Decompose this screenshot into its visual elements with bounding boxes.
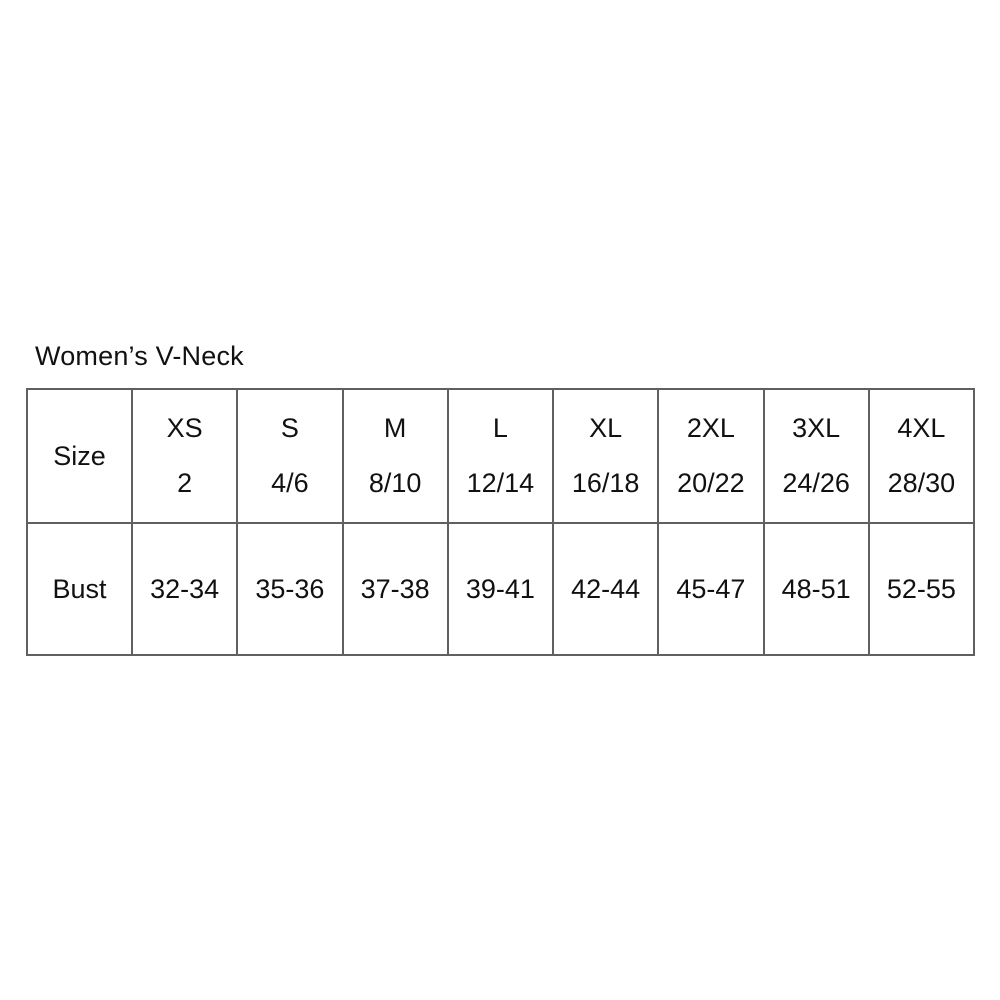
bust-cell-xs: 32-34 (132, 523, 237, 655)
size-cell-xs (132, 389, 237, 523)
size-number: 2 (177, 468, 193, 498)
size-number: 20/22 (677, 468, 745, 498)
size-cell-4xl (869, 389, 974, 523)
size-number: 4/6 (271, 468, 309, 498)
row-header-bust: Bust (27, 523, 132, 655)
bust-cell-s: 35-36 (237, 523, 342, 655)
size-cell-3xl (764, 389, 869, 523)
size-cell-2xl (658, 389, 763, 523)
size-label: 4XL (897, 413, 946, 443)
size-label: M (383, 413, 407, 443)
size-label: XS (166, 413, 203, 443)
size-label: 2XL (686, 413, 735, 443)
page-title: Women’s V-Neck (35, 341, 244, 371)
row-header-size: Size (27, 389, 132, 523)
size-cell-l (448, 389, 553, 523)
size-number: 8/10 (368, 468, 422, 498)
size-chart-table (26, 388, 975, 656)
bust-cell-3xl: 48-51 (764, 523, 869, 655)
size-number: 28/30 (887, 468, 956, 498)
size-label: XL (589, 413, 623, 443)
bust-cell-l: 39-41 (448, 523, 553, 655)
bust-row (27, 523, 974, 655)
size-number: 16/18 (571, 468, 640, 498)
bust-cell-2xl: 45-47 (658, 523, 763, 655)
bust-cell-xl: 42-44 (553, 523, 658, 655)
size-number: 24/26 (782, 468, 850, 498)
size-label: L (492, 413, 508, 443)
size-cell-s (237, 389, 342, 523)
size-row (27, 389, 974, 523)
size-label: 3XL (792, 413, 841, 443)
bust-cell-4xl: 52-55 (869, 523, 974, 655)
size-number: 12/14 (466, 468, 535, 498)
size-label: S (280, 413, 299, 443)
size-cell-xl (553, 389, 658, 523)
bust-cell-m: 37-38 (343, 523, 448, 655)
size-cell-m (343, 389, 448, 523)
